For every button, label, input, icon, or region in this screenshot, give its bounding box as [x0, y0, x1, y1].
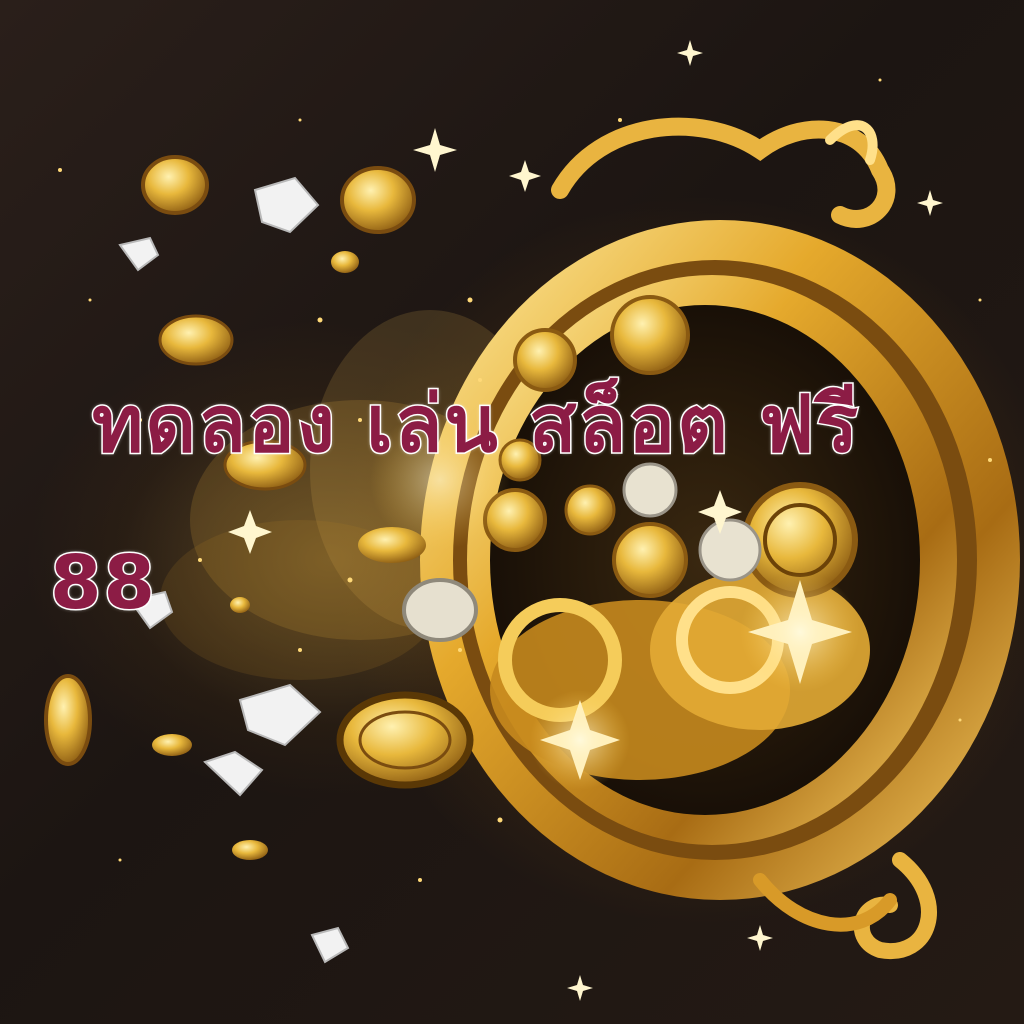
number-text: 88: [50, 540, 157, 626]
headline-text: ทดลอง เล่น สล็อต ฟรี: [92, 380, 861, 470]
